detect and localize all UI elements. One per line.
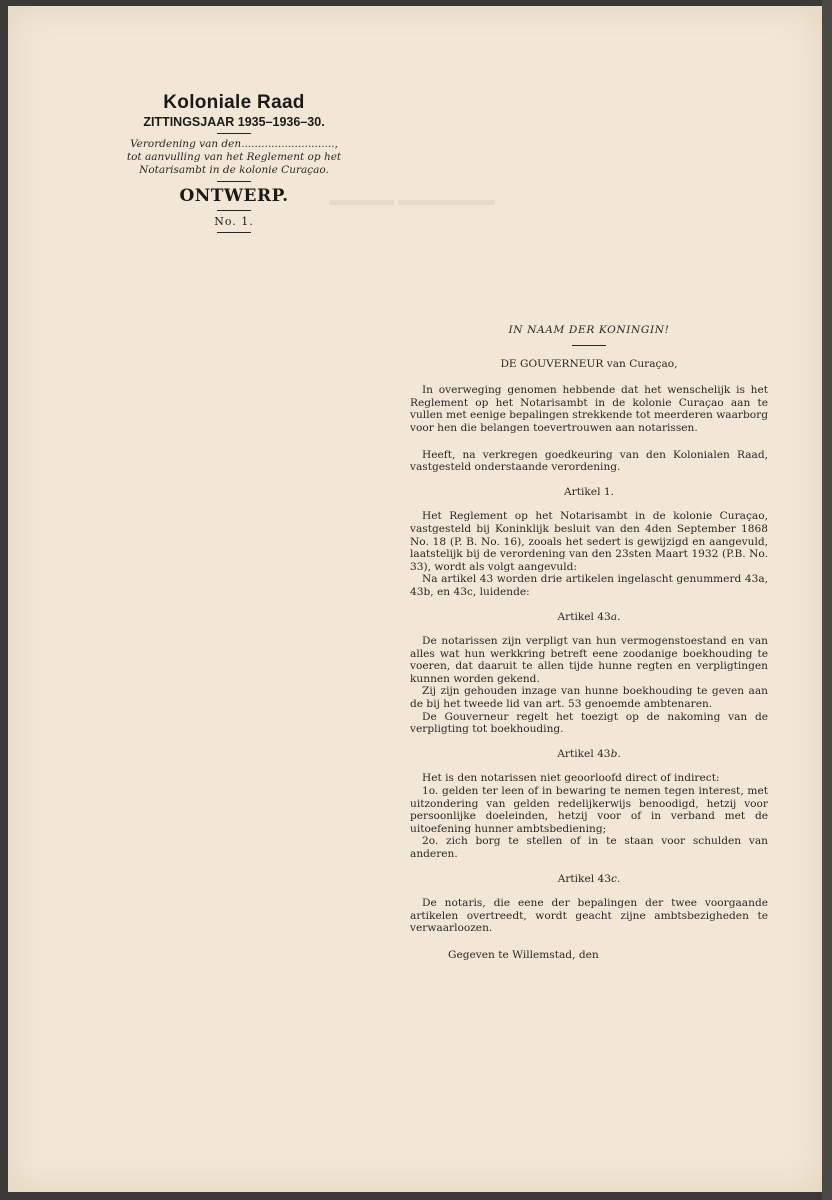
article-paragraph: Zij zijn gehouden inzage van hunne boekhouding te geven aan de bij het tweede lid van art. 53 genoemde ambtenaren.: [410, 685, 768, 711]
article-title: Artikel 1.: [564, 485, 614, 498]
ordinance-body: [410, 324, 768, 972]
session-year: ZITTINGSJAAR 1935–1936–30.: [143, 115, 325, 129]
article-title-suffix: a.: [610, 610, 621, 623]
article-paragraph: 2o. zich borg te stellen of in te staan voor schulden van anderen.: [410, 835, 768, 860]
article-title-prefix: Artikel 43: [557, 610, 611, 623]
article-title-prefix: Artikel 43: [557, 747, 611, 760]
draft-label: ONTWERP.: [179, 186, 289, 206]
article-paragraph: De notaris, die eene der bepalingen der twee voorgaande artikelen overtreedt, wordt geacht zijne ambtsbezigheden te verwaarloozen.: [410, 897, 768, 935]
article-title-suffix: b.: [610, 747, 621, 760]
ordinance-subject-line: Notarisambt in de kolonie Curaçao.: [139, 164, 329, 176]
article-paragraph: Na artikel 43 worden drie artikelen ingelascht genummerd 43a, 43b, en 43c, luidende:: [410, 573, 768, 598]
ordinance-subject-line: tot aanvulling van het Reglement op het: [126, 151, 342, 163]
article-title: [410, 611, 768, 624]
ordinance-subject-line: Verordening van den............................,: [130, 138, 338, 150]
governor-line: DE GOUVERNEUR van Curaçao,: [500, 357, 678, 370]
article-paragraph: Het is den notarissen niet geoorloofd direct of indirect:: [422, 772, 720, 785]
council-name: Koloniale Raad: [163, 92, 305, 113]
header-divider: [217, 210, 251, 211]
scan-edge-right: [822, 0, 832, 1200]
article-paragraph: Het Reglement op het Notarisambt in de kolonie Curaçao, vastgesteld bij Koninklijk besluit van den 4den September 1868 No. 18 (P. B. No. 16), zooals het sedert is gewijzigd en aangevuld, laatstelijk bij de verordening van den 23sten Maart 1932 (P.B. No. 33), wordt als volgt aangevuld:: [410, 510, 768, 573]
body-divider: [572, 345, 606, 346]
article-paragraph: De Gouverneur regelt het toezigt op de nakoming van de verpligting tot boekhouding.: [410, 710, 768, 736]
article-paragraph: De notarissen zijn verpligt van hun vermogenstoestand en van alles wat hun werkkring betreft eene zoodanige boekhouding te voeren, dat daaruit te allen tijde hunne regten en verpligtingen kunnen worden gekend.: [410, 635, 768, 685]
draft-number: No. 1.: [214, 215, 254, 228]
article-title-prefix: Artikel 43: [557, 872, 611, 885]
article-paragraph: 1o. gelden ter leen of in bewaring te nemen tegen interest, met uitzondering van gelden redelijkerwijs benoodigd, hetzij voor persoonlijke doeleinden, hetzij voor of in verband met de uitoefening hunner ambtsbediening;: [410, 785, 768, 835]
article-title: [410, 873, 768, 886]
preamble-considering: In overweging genomen hebbende dat het wenschelijk is het Reglement op het Notarisambt in de kolonie Curaçao aan te vullen met eenige bepalingen strekkende tot meerderen waarborg voor hen die belangen toevertrouwen aan notarissen.: [410, 384, 768, 434]
ordinance-subject: [102, 138, 366, 177]
header-divider: [217, 181, 251, 182]
bleed-through-mark: ▬▬▬▬ ▬▬▬▬▬▬: [330, 192, 495, 209]
given-at-line: Gegeven te Willemstad, den: [448, 948, 599, 961]
article-title-suffix: c.: [610, 872, 621, 885]
article-title: [410, 748, 768, 761]
preamble-approval: Heeft, na verkregen goedkeuring van den Kolonialen Raad, vastgesteld onderstaande verordening.: [410, 448, 768, 474]
royal-invocation: IN NAAM DER KONINGIN!: [508, 324, 670, 336]
header-divider: [217, 133, 251, 134]
header-divider: [217, 232, 251, 233]
document-header: [102, 92, 366, 237]
